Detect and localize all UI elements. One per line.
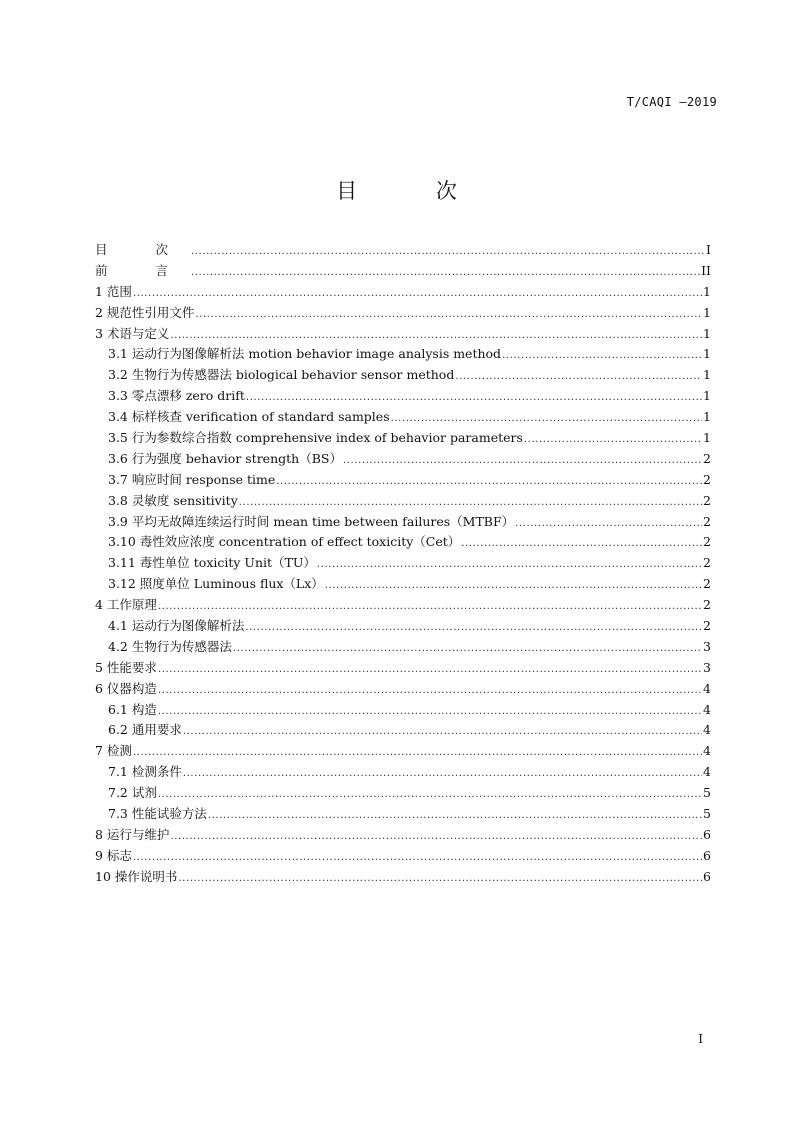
toc-dot-leader (183, 722, 702, 743)
toc-entry-page: 1 (703, 283, 711, 299)
toc-entry-label: 3.3 零点漂移 zero drift (108, 388, 245, 404)
toc-dot-leader (158, 681, 702, 702)
toc-entry[interactable] (95, 428, 711, 449)
table-of-contents (95, 240, 711, 888)
toc-dot-leader (208, 806, 702, 827)
toc-entry-label: 3.12 照度单位 Luminous flux（Lx） (108, 576, 324, 592)
toc-entry[interactable] (95, 825, 711, 846)
toc-entry[interactable] (95, 282, 711, 303)
toc-dot-leader (133, 743, 702, 764)
toc-entry-page: 4 (703, 680, 711, 696)
toc-dot-leader (158, 702, 702, 723)
toc-entry-page: II (701, 262, 711, 278)
toc-dot-leader (246, 388, 702, 409)
toc-entry-label: 6.2 通用要求 (108, 722, 182, 738)
toc-entry-page: 4 (703, 722, 711, 738)
toc-entry-label: 3.2 生物行为传感器法 biological behavior sensor method (108, 367, 455, 383)
toc-entry[interactable] (95, 449, 711, 470)
toc-dot-leader (183, 764, 702, 785)
toc-dot-leader (276, 472, 702, 493)
toc-dot-leader (133, 284, 702, 305)
toc-entry-label: 7.1 检测条件 (108, 764, 182, 780)
toc-entry[interactable] (95, 512, 711, 533)
toc-entry-label: 9 标志 (95, 847, 132, 863)
toc-entry[interactable] (95, 867, 711, 888)
toc-dot-leader (239, 493, 702, 514)
toc-entry-page: 2 (703, 576, 711, 592)
toc-entry[interactable] (95, 637, 711, 658)
toc-entry-page: 6 (703, 847, 711, 863)
toc-entry-label: 3 术语与定义 (95, 325, 170, 341)
toc-entry[interactable] (95, 261, 711, 282)
toc-dot-leader (343, 451, 702, 472)
toc-entry[interactable] (95, 846, 711, 867)
toc-dot-leader (524, 430, 702, 451)
toc-entry-label: 7.3 性能试验方法 (108, 806, 207, 822)
toc-entry[interactable] (95, 553, 711, 574)
toc-dot-leader (133, 848, 702, 869)
toc-entry-page: 1 (703, 388, 711, 404)
toc-entry-label: 3.9 平均无故障连续运行时间 mean time between failures（MTBF） (108, 513, 515, 529)
toc-entry-label: 7 检测 (95, 743, 132, 759)
toc-entry-page: 1 (703, 430, 711, 446)
toc-entry[interactable] (95, 407, 711, 428)
toc-entry-label: 7.2 试剂 (108, 785, 157, 801)
toc-entry-page: 2 (703, 534, 711, 550)
toc-dot-leader (391, 409, 702, 430)
toc-entry-label: 10 操作说明书 (95, 868, 178, 884)
toc-entry-page: 2 (703, 492, 711, 508)
toc-dot-leader (317, 555, 702, 576)
toc-entry-label: 6 仪器构造 (95, 680, 157, 696)
toc-entry-page: 1 (703, 325, 711, 341)
toc-entry[interactable] (95, 303, 711, 324)
toc-entry-page: 1 (703, 346, 711, 362)
toc-entry-page: 1 (703, 409, 711, 425)
toc-entry-page: 1 (703, 367, 711, 383)
toc-dot-leader (245, 618, 702, 639)
toc-dot-leader (191, 242, 705, 263)
toc-entry[interactable] (95, 240, 711, 261)
toc-entry-page: 4 (703, 743, 711, 759)
toc-dot-leader (191, 263, 700, 284)
toc-entry-label: 3.1 运动行为图像解析法 motion behavior image analysis method (108, 346, 502, 362)
toc-entry-label: 3.10 毒性效应浓度 concentration of effect toxicity（Cet） (108, 534, 461, 550)
toc-dot-leader (158, 660, 702, 681)
toc-dot-leader (158, 785, 702, 806)
toc-entry-page: 3 (703, 659, 711, 675)
toc-entry-page: 2 (703, 555, 711, 571)
toc-entry-label: 4.1 运动行为图像解析法 (108, 618, 245, 634)
standard-code: T/CAQI —2019 (626, 95, 717, 109)
toc-entry[interactable] (95, 741, 711, 762)
toc-entry-page: 6 (703, 868, 711, 884)
toc-entry-label: 8 运行与维护 (95, 826, 170, 842)
toc-entry[interactable] (95, 783, 711, 804)
toc-entry[interactable] (95, 679, 711, 700)
toc-entry-page: 2 (703, 471, 711, 487)
toc-dot-leader (170, 827, 702, 848)
toc-entry[interactable] (95, 324, 711, 345)
toc-entry-page: 1 (703, 304, 711, 320)
toc-entry-label: 5 性能要求 (95, 659, 157, 675)
toc-entry-page: 5 (703, 806, 711, 822)
toc-entry[interactable] (95, 658, 711, 679)
toc-entry-page: 2 (703, 450, 711, 466)
toc-entry-page: 2 (703, 513, 711, 529)
toc-entry-label: 1 范围 (95, 283, 132, 299)
toc-dot-leader (325, 576, 702, 597)
toc-dot-leader (461, 534, 702, 555)
toc-entry[interactable] (95, 595, 711, 616)
toc-entry[interactable] (95, 532, 711, 553)
toc-entry-label: 前 言 (95, 262, 190, 278)
toc-entry-label: 3.5 行为参数综合指数 comprehensive index of behavior parameters (108, 430, 523, 446)
toc-dot-leader (158, 597, 702, 618)
toc-dot-leader (170, 326, 702, 347)
toc-dot-leader (178, 869, 702, 890)
toc-entry-label: 4.2 生物行为传感器法 (108, 638, 232, 654)
toc-entry-page: 3 (703, 638, 711, 654)
toc-entry[interactable] (95, 762, 711, 783)
toc-entry[interactable] (95, 616, 711, 637)
toc-entry-page: 4 (703, 764, 711, 780)
toc-entry[interactable] (95, 804, 711, 825)
toc-entry[interactable] (95, 365, 711, 386)
toc-entry-label: 2 规范性引用文件 (95, 304, 195, 320)
toc-entry-page: 2 (703, 597, 711, 613)
toc-entry-label: 3.8 灵敏度 sensitivity (108, 492, 238, 508)
toc-entry[interactable] (95, 491, 711, 512)
toc-entry-page: I (706, 242, 711, 257)
page-title: 目 次 (336, 179, 493, 203)
toc-entry[interactable] (95, 344, 711, 365)
toc-entry-label: 3.11 毒性单位 toxicity Unit（TU） (108, 555, 316, 571)
toc-dot-leader (233, 639, 702, 660)
toc-entry-page: 4 (703, 701, 711, 717)
toc-entry[interactable] (95, 720, 711, 741)
toc-entry-page: 2 (703, 618, 711, 634)
toc-dot-leader (515, 514, 702, 535)
toc-entry[interactable] (95, 386, 711, 407)
toc-entry-label: 6.1 构造 (108, 701, 157, 717)
toc-entry-label: 目 次 (95, 242, 190, 257)
toc-entry-label: 3.6 行为强度 behavior strength（BS） (108, 450, 342, 466)
toc-dot-leader (195, 305, 702, 326)
toc-entry[interactable] (95, 700, 711, 721)
toc-entry-label: 4 工作原理 (95, 597, 157, 613)
toc-entry[interactable] (95, 574, 711, 595)
toc-dot-leader (502, 346, 702, 367)
toc-entry[interactable] (95, 470, 711, 491)
toc-entry-label: 3.4 标样核查 verification of standard samples (108, 409, 390, 425)
toc-entry-label: 3.7 响应时间 response time (108, 471, 276, 487)
page-number: I (698, 1032, 703, 1046)
toc-entry-page: 5 (703, 785, 711, 801)
toc-entry-page: 6 (703, 826, 711, 842)
toc-dot-leader (455, 367, 702, 388)
